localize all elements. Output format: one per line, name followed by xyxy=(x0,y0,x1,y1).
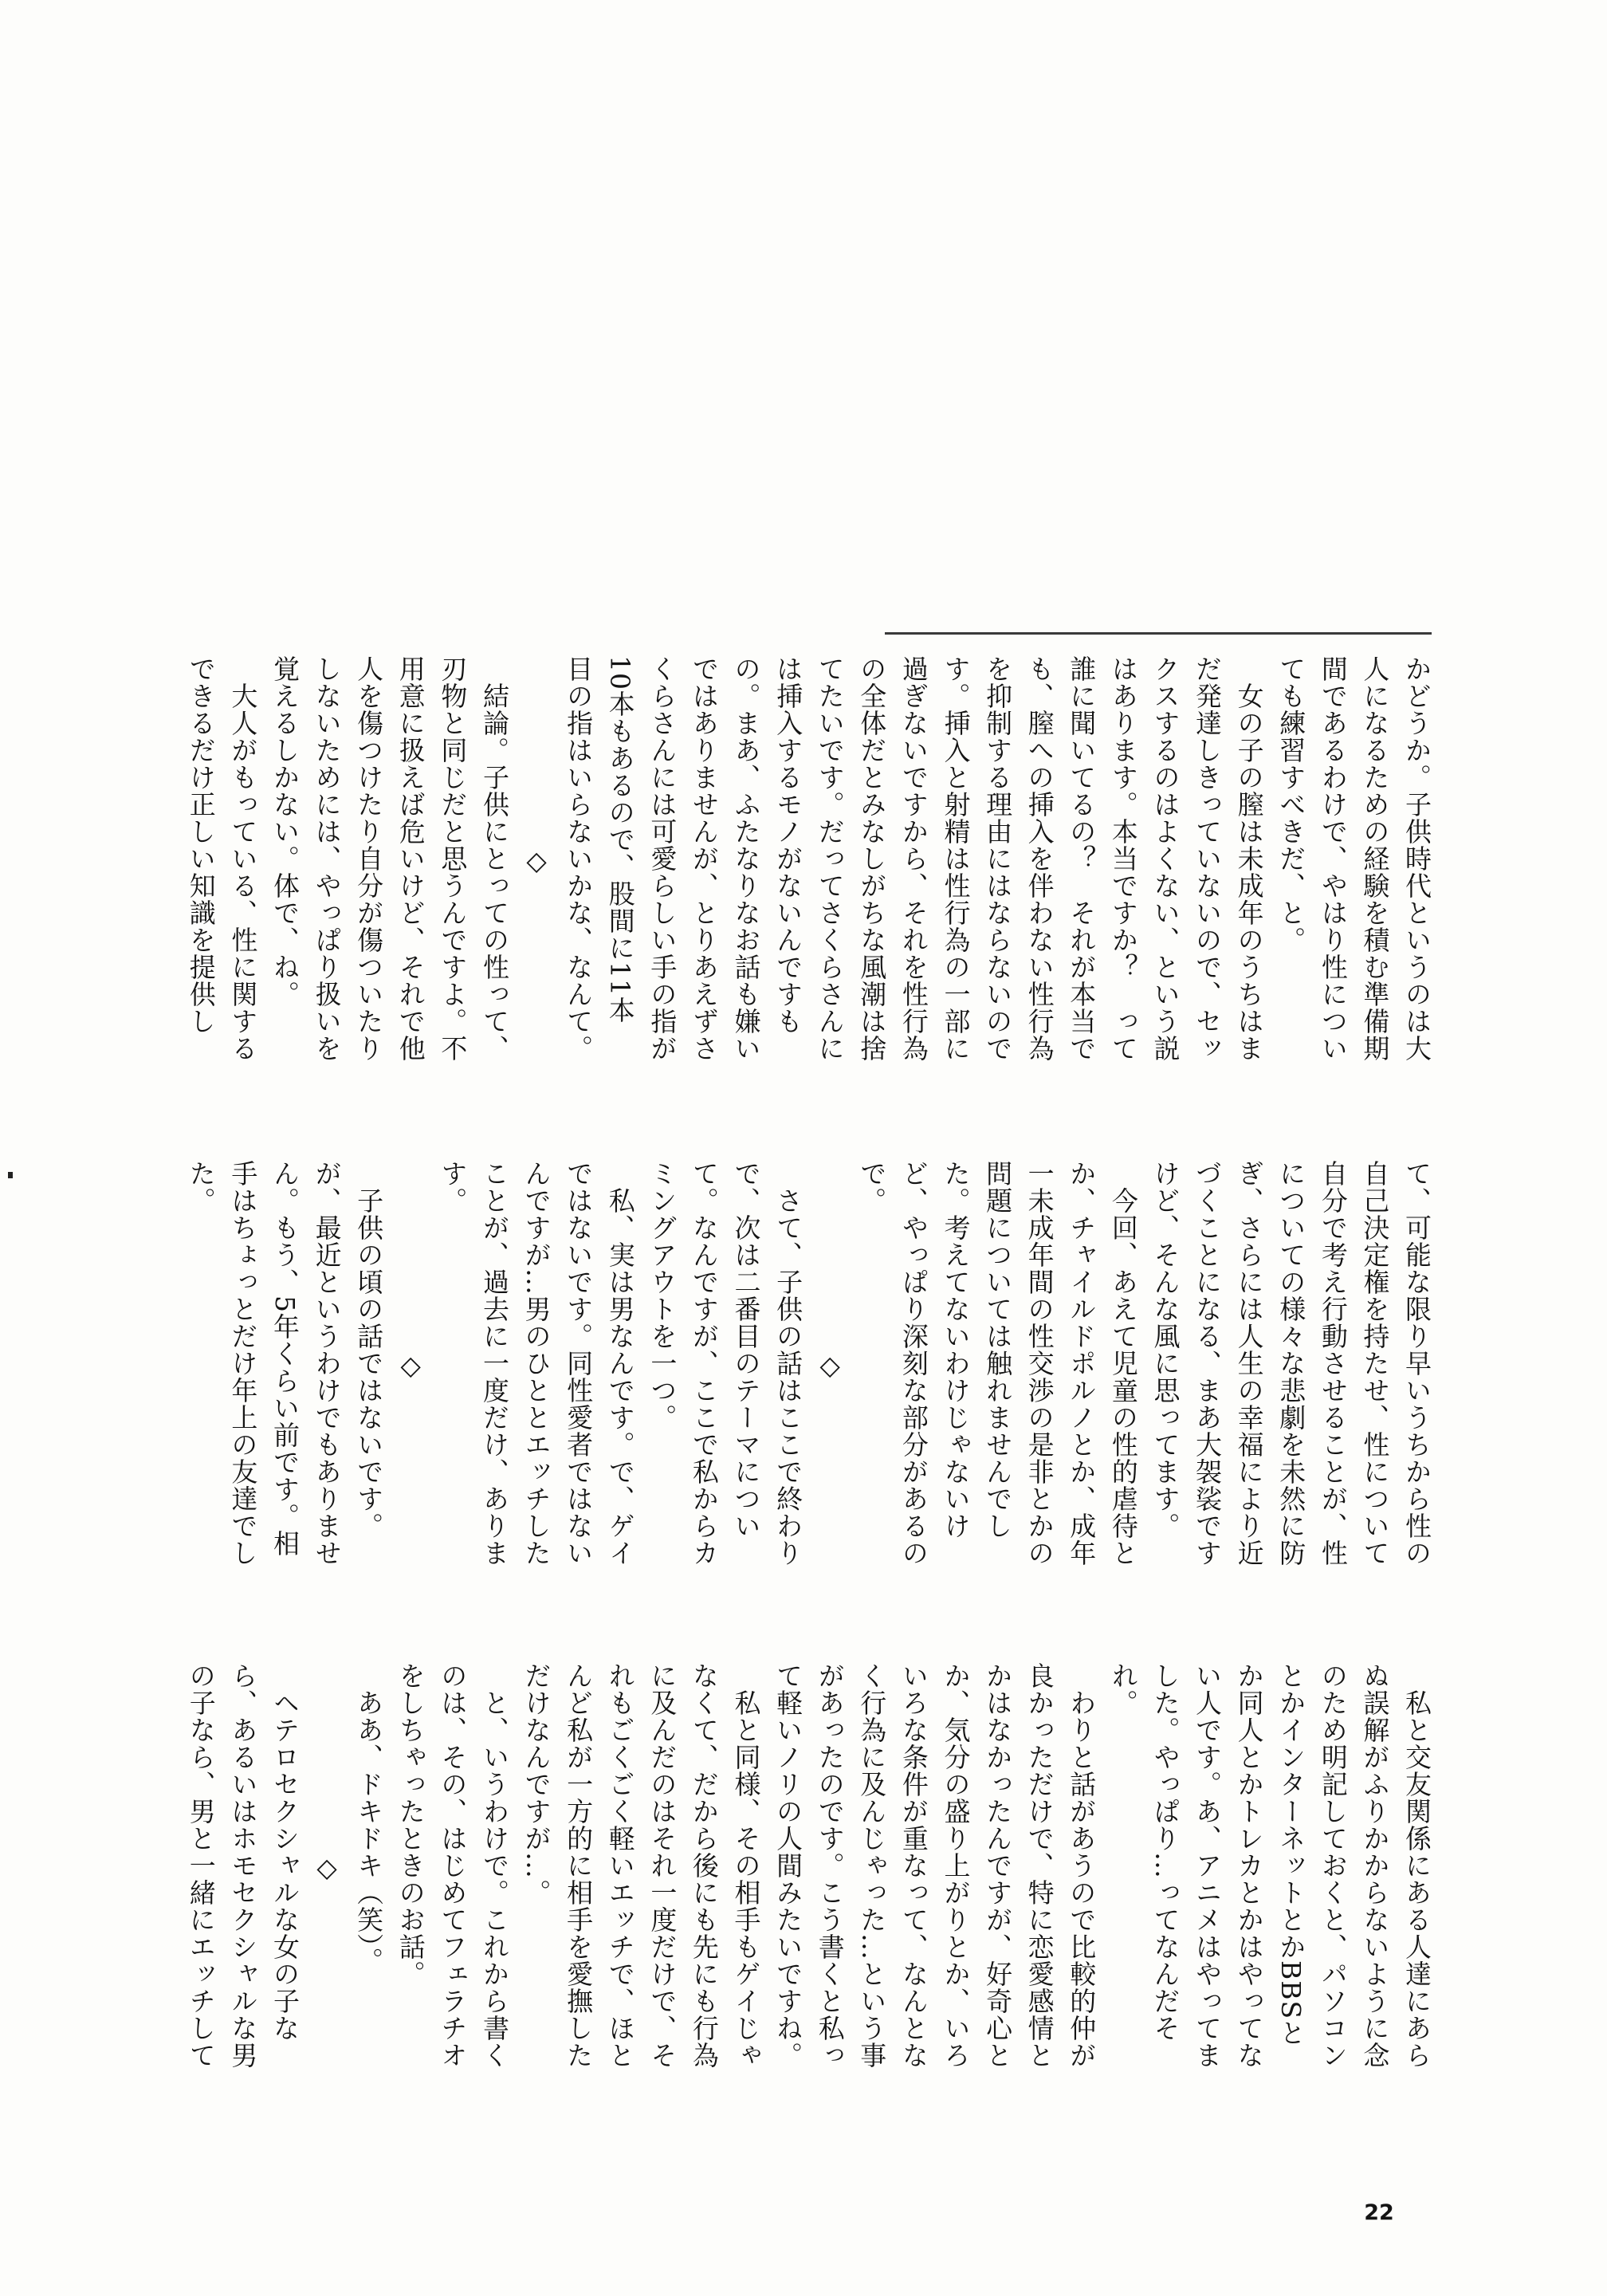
text-column: 私と同様、その相手もゲイじゃ xyxy=(730,1662,762,2069)
text-column: 自己決定権を持たせ、性について xyxy=(1359,1160,1391,1567)
text-column: を抑制する理由にはならないので xyxy=(982,655,1014,1062)
text-column: か、気分の盛り上がりとか、いろ xyxy=(940,1662,972,2069)
text-column: て。なんですが、ここで私からカ xyxy=(688,1160,720,1567)
text-column: をしちゃったときのお話。 xyxy=(395,1662,426,1987)
text-column: す。 xyxy=(437,1160,469,1214)
text-column: 人を傷つけたり自分が傷ついたり xyxy=(353,655,385,1062)
text-column: 子供の頃の話ではないです。 xyxy=(353,1160,385,1539)
text-column: のため明記しておくと、パソコン xyxy=(1317,1662,1349,2069)
text-column: 自分で考え行動させることが、性 xyxy=(1317,1160,1349,1567)
text-column: 今回、あえて児童の性的虐待と xyxy=(1107,1160,1139,1567)
text-column: は挿入するモノがないんですも xyxy=(772,655,804,1035)
text-column: 女の子の膣は未成年のうちはま xyxy=(1233,655,1265,1062)
column-group-middle xyxy=(183,1160,1435,1638)
text-column: かはなかったんですが、好奇心と xyxy=(982,1662,1014,2069)
text-column: ても練習すべきだ、と。 xyxy=(1275,655,1307,953)
text-column: 結論。子供にとっての性って、 xyxy=(478,655,510,1062)
text-column: クスするのはよくない、という説 xyxy=(1149,655,1181,1062)
text-column: 目の指はいらないかな、なんて。 xyxy=(563,655,595,1062)
text-column: した。やっぱり…ってなんだそ xyxy=(1149,1662,1181,2042)
text-column: 人になるための経験を積む準備期 xyxy=(1359,655,1391,1062)
text-column: 間であるわけで、やはり性につい xyxy=(1317,655,1349,1062)
text-column: ミングアウトを一つ。 xyxy=(646,1160,678,1431)
text-column: が、最近というわけでもありませ xyxy=(311,1160,343,1567)
text-column: 私、実は男なんです。で、ゲイ xyxy=(604,1160,636,1567)
text-column: ◇ xyxy=(311,1662,343,1884)
text-column: で、次は二番目のテーマについ xyxy=(730,1160,762,1539)
text-column: て、可能な限り早いうちから性の xyxy=(1401,1160,1432,1567)
text-column: さて、子供の話はここで終わり xyxy=(772,1160,804,1567)
text-column: ◇ xyxy=(814,1160,846,1382)
text-column: 良かっただけで、特に恋愛感情と xyxy=(1024,1662,1055,2069)
text-tier-bottom xyxy=(159,1662,1435,2196)
text-tier-top xyxy=(159,655,1435,1229)
text-column: なくて、だから後にも先にも行為 xyxy=(688,1662,720,2069)
text-column: ん。もう、5年くらい前です。相 xyxy=(269,1160,301,1557)
text-column: 私と交友関係にある人達にあら xyxy=(1401,1662,1432,2069)
page-number: 22 xyxy=(1364,2200,1394,2225)
text-column: ぎ、さらには人生の幸福により近 xyxy=(1233,1160,1265,1567)
text-column: 用意に扱えば危いけど、それで他 xyxy=(395,655,426,1062)
text-column: んど私が一方的に相手を愛撫した xyxy=(563,1662,595,2069)
text-column: ではありませんが、とりあえずさ xyxy=(688,655,720,1062)
text-column: に及んだのはそれ一度だけで、そ xyxy=(646,1662,678,2069)
text-column: れ。 xyxy=(1107,1662,1139,1716)
text-column: 問題については触れませんでし xyxy=(982,1160,1014,1539)
text-column: 10本もあるので、股間に11本 xyxy=(604,655,636,1024)
text-column: ではないです。同性愛者ではない xyxy=(563,1160,595,1567)
text-column: んですが…男のひととエッチした xyxy=(521,1160,552,1567)
header-rule xyxy=(885,632,1432,635)
text-column: ああ、ドキドキ（笑）。 xyxy=(353,1662,385,1975)
text-column: ◇ xyxy=(521,655,552,877)
text-column: ◇ xyxy=(395,1160,426,1382)
text-column: て軽いノリの人間みたいですね。 xyxy=(772,1662,804,2069)
text-column: す。挿入と射精は性行為の一部に xyxy=(940,655,972,1062)
text-column: くらさんには可愛らしい手の指が xyxy=(646,655,678,1062)
text-column: いろな条件が重なって、なんとな xyxy=(898,1662,929,2069)
text-column: とかインターネットとかBBSと xyxy=(1275,1662,1307,2047)
text-column: た。 xyxy=(185,1160,217,1214)
text-column: できるだけ正しい知識を提供し xyxy=(185,655,217,1035)
text-column: はあります。本当ですか？ って xyxy=(1107,655,1139,1062)
column-group-top xyxy=(183,655,1435,1229)
text-tier-middle xyxy=(159,1160,1435,1638)
text-column: てたいです。だってさくらさんに xyxy=(814,655,846,1062)
text-column: 刃物と同じだと思うんですよ。不 xyxy=(437,655,469,1062)
text-column: も、膣への挿入を伴わない性行為 xyxy=(1024,655,1055,1062)
text-column: ら、あるいはホモセクシャルな男 xyxy=(227,1662,259,2069)
text-column: についての様々な悲劇を未然に防 xyxy=(1275,1160,1307,1567)
text-column: の子なら、男と一緒にエッチして xyxy=(185,1662,217,2069)
text-column: 一未成年間の性交渉の是非とかの xyxy=(1024,1160,1055,1567)
text-column: があったのです。こう書くと私っ xyxy=(814,1662,846,2069)
text-column: で。 xyxy=(856,1160,888,1214)
text-column: ぬ誤解がふりかからないように念 xyxy=(1359,1662,1391,2069)
text-column: と、いうわけで。これから書く xyxy=(478,1662,510,2069)
text-column: ヘテロセクシャルな女の子な xyxy=(269,1662,301,2042)
margin-mark xyxy=(8,1172,13,1178)
text-column: ことが、過去に一度だけ、ありま xyxy=(478,1160,510,1567)
text-column: 大人がもっている、性に関する xyxy=(227,655,259,1062)
text-column: 覚えるしかない。体で、ね。 xyxy=(269,655,301,1008)
text-column: 過ぎないですから、それを性行為 xyxy=(898,655,929,1062)
text-column: のは、その、はじめてフェラチオ xyxy=(437,1662,469,2069)
text-column: けど、そんな風に思ってます。 xyxy=(1149,1160,1181,1539)
text-column: ど、やっぱり深刻な部分があるの xyxy=(898,1160,929,1567)
text-column: しないためには、やっぱり扱いを xyxy=(311,655,343,1062)
text-column: づくことになる、まあ大袈裟です xyxy=(1192,1160,1224,1567)
text-column: の。まあ、ふたなりなお話も嫌い xyxy=(730,655,762,1062)
column-group-bottom xyxy=(183,1662,1435,2196)
text-column: 誰に聞いてるの？ それが本当で xyxy=(1066,655,1098,1062)
text-column: だ発達しきっていないので、セッ xyxy=(1192,655,1224,1062)
text-column: だけなんですが…。 xyxy=(521,1662,552,1906)
text-column: か、チャイルドポルノとか、成年 xyxy=(1066,1160,1098,1567)
text-column: わりと話があうので比較的仲が xyxy=(1066,1662,1098,2069)
text-column: かどうか。子供時代というのは大 xyxy=(1401,655,1432,1062)
text-column: く行為に及んじゃった…という事 xyxy=(856,1662,888,2069)
text-column: 手はちょっとだけ年上の友達でし xyxy=(227,1160,259,1567)
text-column: か同人とかトレカとかはやってな xyxy=(1233,1662,1265,2069)
text-column: た。考えてないわけじゃないけ xyxy=(940,1160,972,1539)
text-column: れもごくごく軽いエッチで、ほと xyxy=(604,1662,636,2069)
text-column: の全体だとみなしがちな風潮は捨 xyxy=(856,655,888,1062)
text-column: い人です。あ、アニメはやってま xyxy=(1192,1662,1224,2069)
